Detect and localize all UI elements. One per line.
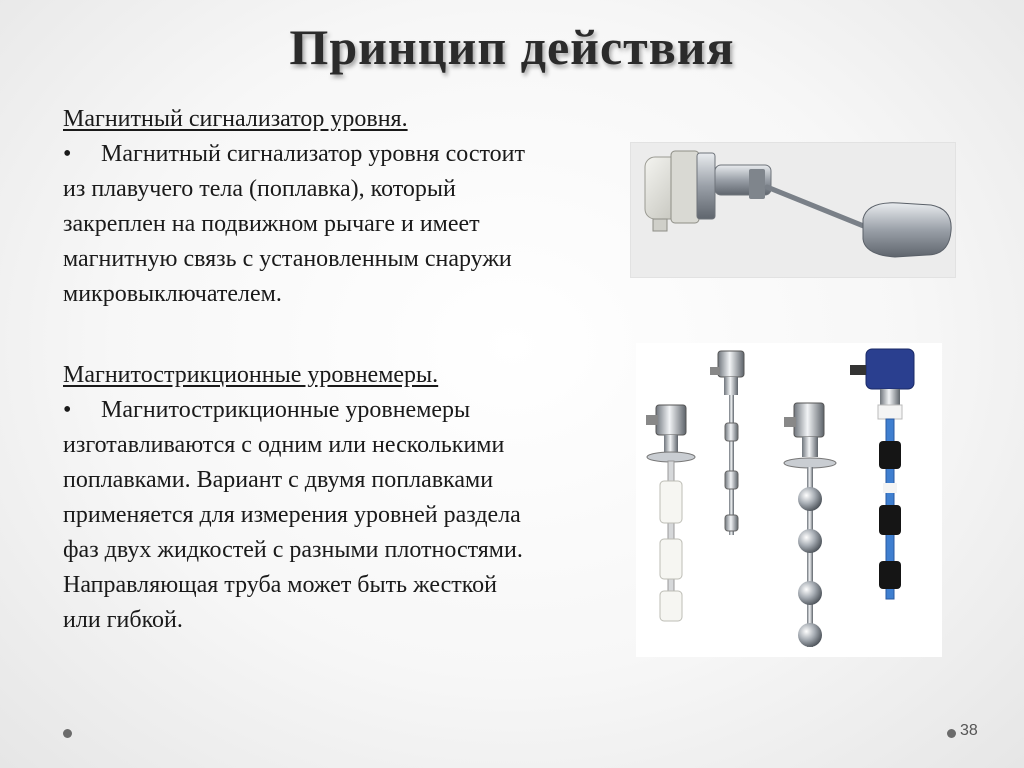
section-heading: Магнитный сигнализатор уровня. [63, 106, 408, 132]
bullet-mark: • [63, 397, 72, 423]
slide-title: Принцип действия [289, 19, 735, 75]
bullet-paragraph [63, 393, 623, 638]
page-number: 38 [960, 722, 978, 739]
footer-dot-left [63, 729, 72, 738]
footer-dot-right [947, 729, 956, 738]
float-switch-photo [630, 142, 956, 278]
section-heading: Магнитострикционные уровнемеры. [63, 362, 439, 388]
magnetostrictive-gauges-illustration [636, 343, 942, 657]
float-switch-illustration [631, 143, 955, 277]
magnetostrictive-gauges-photo [636, 343, 942, 657]
bullet-text: Магнитный сигнализатор уровня состоит из плавучего тела (поплавка), который закреплен на подвижном рычаге и имеет магнитную связь с установленным снаружи микровыключателем. [63, 141, 525, 307]
bullet-text: Магнитострикционные уровнемеры изготавливаются с одним или несколькими поплавками. Вариант с двумя поплавками применяется для измерения уровней раздела фаз двух жидкостей с разными плотностями. Направляющая труба может быть жесткой или гибкой. [63, 397, 523, 633]
bullet-paragraph [63, 137, 623, 312]
section-magnetic-level-switch [63, 102, 623, 312]
bullet-mark: • [63, 141, 72, 167]
section-magnetostrictive-level-gauges [63, 358, 623, 638]
